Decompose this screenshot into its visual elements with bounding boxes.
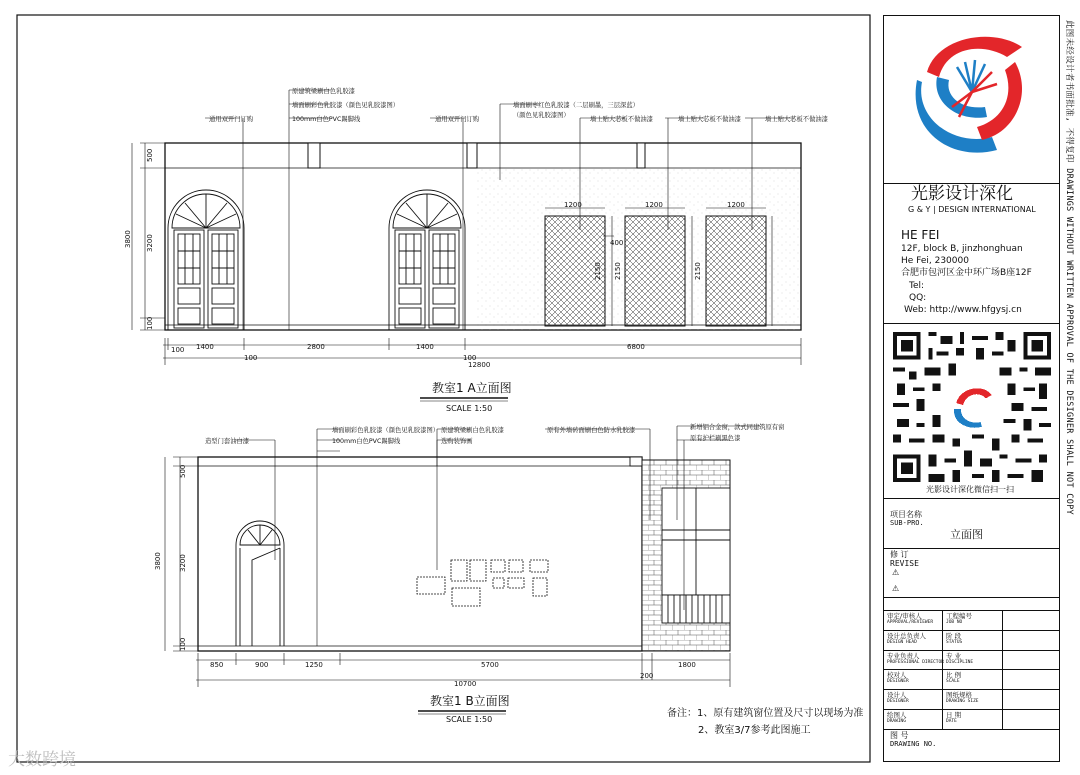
dim-label: 400 bbox=[610, 239, 624, 247]
qq-label: QQ: bbox=[909, 293, 927, 303]
row-label-en: DESIGNER bbox=[887, 679, 909, 685]
dim-label: 5700 bbox=[481, 661, 499, 669]
note-a-9: 墙上贴大芯板不做油漆 bbox=[765, 116, 828, 123]
dim-label: 1200 bbox=[564, 201, 582, 209]
row-field-cn: 专 业 bbox=[946, 651, 962, 660]
revise-cell bbox=[884, 549, 1059, 598]
row-label-cn: 设计人 bbox=[887, 691, 907, 700]
note-b-2: 100mm白色PVC踢脚线 bbox=[332, 438, 401, 445]
dim-label: 3200 bbox=[146, 234, 154, 252]
revise-cn: 修 订 bbox=[890, 550, 909, 559]
note-a-4: 通用双开门订购 bbox=[435, 116, 480, 123]
elevation-a-scale: SCALE 1:50 bbox=[446, 404, 493, 413]
dim-label: 100 bbox=[244, 354, 258, 362]
logo-cell bbox=[884, 16, 1059, 204]
revise-en: REVISE bbox=[890, 559, 919, 568]
dim-label: 2150 bbox=[614, 262, 622, 280]
note-b-6: 新增铝合金窗，款式同建筑原有窗 bbox=[690, 424, 785, 431]
dim-label: 850 bbox=[210, 661, 224, 669]
row-label-en: DESIGN HEAD bbox=[887, 639, 917, 645]
arched-door-b bbox=[236, 521, 284, 646]
row-label-en: DESIGNER bbox=[887, 699, 909, 705]
dim-label: 100 bbox=[463, 354, 477, 362]
row-field-en: DISCIPLINE bbox=[946, 659, 974, 665]
copyright-side-note: 此图未经设计者书面批准, 不得复印 DRAWINGS WITHOUT WRITTEN APPROVAL OF THE DESIGNER SHALL NOT COPY bbox=[1064, 20, 1074, 515]
qr-cell bbox=[884, 324, 1059, 499]
dim-label: 200 bbox=[640, 672, 654, 680]
note-a-5: 墙面刷枣红色乳胶漆（二层刷墨，三层深蓝） bbox=[513, 102, 639, 109]
dim-label: 100 bbox=[179, 637, 187, 651]
row-label-en: APPROVAL/REVIEWER bbox=[887, 620, 934, 625]
dim-text-b bbox=[154, 465, 696, 688]
window-b bbox=[662, 488, 730, 623]
elevation-b bbox=[154, 422, 785, 724]
row-field-cn: 阶 段 bbox=[946, 631, 962, 640]
dim-label: 2150 bbox=[594, 262, 602, 280]
dim-label: 500 bbox=[179, 464, 187, 478]
note-b-4: 选购装饰画 bbox=[441, 438, 473, 445]
dim-label: 3800 bbox=[124, 230, 132, 248]
dim-label: 1400 bbox=[196, 343, 214, 351]
row-label-cn: 校对人 bbox=[887, 671, 907, 680]
signature-row bbox=[884, 710, 1059, 730]
signature-row bbox=[884, 690, 1059, 710]
subpro-label: SUB-PRO. bbox=[890, 519, 924, 527]
row-field-en: STATUS bbox=[946, 639, 963, 645]
note-a-7: 墙上贴大芯板不做油漆 bbox=[590, 116, 653, 123]
drawing-no-en: DRAWING NO. bbox=[890, 740, 937, 748]
row-label-cn: 绘图人 bbox=[887, 711, 907, 719]
note-b-5: 原有外墙砖面刷白色防水乳胶漆 bbox=[547, 427, 636, 434]
row-label-en: DRAWING bbox=[887, 719, 906, 724]
note-a-1: 原建筑梁刷白色乳胶漆 bbox=[292, 88, 355, 95]
note-b-7: 原有护栏刷黑色漆 bbox=[690, 435, 741, 442]
dim-label: 2150 bbox=[694, 262, 702, 280]
dim-label: 500 bbox=[146, 148, 154, 162]
company-name-cn: 光影设计深化 bbox=[911, 184, 1013, 204]
row-field-cn: 图纸规格 bbox=[946, 691, 972, 700]
elevation-b-title: 教室1 B立面图 bbox=[430, 694, 510, 708]
note-b-3: 原建筑梁刷白色乳胶漆 bbox=[441, 427, 504, 434]
dim-label: 100 bbox=[171, 346, 185, 354]
tel-label: Tel: bbox=[909, 281, 925, 291]
signature-row bbox=[884, 631, 1059, 651]
row-field-cn: 比 例 bbox=[946, 671, 962, 680]
drawing-no-cn: 图 号 bbox=[890, 731, 909, 740]
row-label-en: PROFESSIONAL DIRECTOR bbox=[887, 659, 944, 665]
note-a-8: 墙上贴大芯板不做油漆 bbox=[678, 116, 741, 123]
warning-triangle-icon: ⚠ bbox=[892, 568, 900, 577]
dim-label: 2800 bbox=[307, 343, 325, 351]
arched-door-left bbox=[168, 190, 244, 330]
address-line-2: He Fei, 230000 bbox=[901, 256, 969, 266]
dim-label: 1250 bbox=[305, 661, 323, 669]
note-a-0: 通用双开门订购 bbox=[209, 116, 254, 123]
elevation-b-scale: SCALE 1:50 bbox=[446, 715, 493, 724]
wechat-qr-code-icon bbox=[888, 328, 1056, 486]
company-name-cell bbox=[884, 184, 1059, 217]
row-label-cn: 专业负责人 bbox=[887, 651, 920, 660]
arched-door-right bbox=[389, 190, 465, 330]
drawing-no-cell bbox=[884, 730, 1059, 763]
company-logo-icon bbox=[897, 22, 1047, 162]
row-field-en: DATE bbox=[946, 719, 957, 724]
remark-line-2: 2、教室3/7参考此图施工 bbox=[698, 725, 811, 736]
city-label: HE FEI bbox=[901, 228, 940, 242]
row-field-cn: 工程编号 bbox=[946, 612, 972, 620]
row-label-cn: 审定/审核人 bbox=[887, 612, 922, 620]
dim-label: 1800 bbox=[678, 661, 696, 669]
warning-triangle-icon: ⚠ bbox=[892, 584, 900, 593]
dim-label: 10700 bbox=[454, 680, 477, 688]
row-field-en: DRAWING SIZE bbox=[946, 699, 979, 705]
dim-label: 100 bbox=[146, 316, 154, 330]
dim-label: 3800 bbox=[154, 552, 162, 570]
board-panels bbox=[545, 216, 766, 326]
remark-line-1: 备注：1、原有建筑窗位置及尺寸以现场为准 bbox=[667, 708, 864, 719]
dim-label: 900 bbox=[255, 661, 269, 669]
sheet-name: 立面图 bbox=[950, 528, 983, 541]
project-cell bbox=[884, 511, 1059, 549]
row-field-cn: 日 期 bbox=[946, 711, 962, 719]
note-b-1: 墙面刷彩色乳胶漆（颜色见乳胶漆图） bbox=[332, 427, 440, 434]
contact-cell bbox=[884, 217, 1059, 324]
signature-row bbox=[884, 670, 1059, 690]
note-a-3: 100mm白色PVC踢脚线 bbox=[292, 116, 361, 123]
dim-label: 6800 bbox=[627, 343, 645, 351]
elevation-a bbox=[124, 86, 829, 413]
title-block bbox=[883, 15, 1060, 762]
signature-row bbox=[884, 651, 1059, 671]
dim-label: 1200 bbox=[645, 201, 663, 209]
notes-a bbox=[209, 86, 829, 123]
note-a-2: 墙面刷彩色乳胶漆（颜色见乳胶漆图） bbox=[292, 102, 400, 109]
website-link[interactable]: Web: http://www.hfgysj.cn bbox=[904, 305, 1022, 315]
row-field-en: JOB NO bbox=[946, 620, 963, 625]
row-field-en: SCALE bbox=[946, 679, 960, 685]
address-cn: 合肥市包河区金中环广场B座12F bbox=[901, 268, 1032, 278]
watermark-text: 大数跨境 bbox=[8, 750, 76, 770]
dim-label: 1400 bbox=[416, 343, 434, 351]
notes-b bbox=[205, 422, 785, 445]
note-a-6: （颜色见乳胶漆图） bbox=[513, 112, 570, 119]
note-b-0: 造型门套油白漆 bbox=[205, 438, 250, 445]
row-label-cn: 设计总负责人 bbox=[887, 631, 926, 640]
signature-row bbox=[884, 611, 1059, 631]
elevation-a-title: 教室1 A立面图 bbox=[432, 381, 512, 395]
decorative-frames bbox=[417, 560, 548, 606]
project-label: 项目名称 bbox=[890, 510, 922, 519]
dim-label: 3200 bbox=[179, 554, 187, 572]
beam-notches bbox=[308, 143, 645, 168]
wechat-caption: 光影设计深化微信扫一扫 bbox=[926, 485, 1014, 494]
address-line-1: 12F, block B, jinzhonghuan bbox=[901, 244, 1023, 254]
dim-label: 12800 bbox=[468, 361, 491, 369]
dim-label: 1200 bbox=[727, 201, 745, 209]
company-name-en: G & Y | DESIGN INTERNATIONAL bbox=[908, 205, 1036, 214]
